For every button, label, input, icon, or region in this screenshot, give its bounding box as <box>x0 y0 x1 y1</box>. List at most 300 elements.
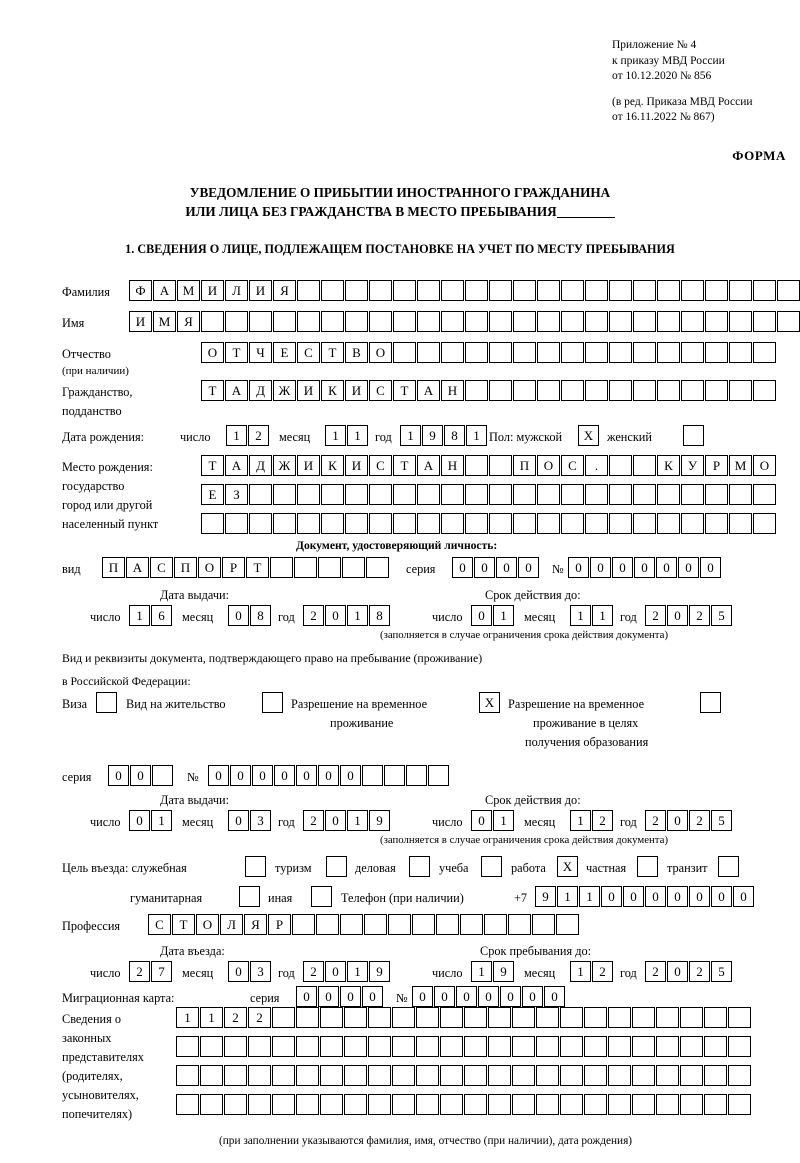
form-cell[interactable] <box>392 1065 415 1086</box>
form-cell[interactable] <box>536 1065 559 1086</box>
form-cell[interactable]: А <box>417 380 440 401</box>
form-cell[interactable]: 3 <box>250 810 271 831</box>
form-cell[interactable] <box>561 280 584 301</box>
form-cell[interactable] <box>585 484 608 505</box>
form-cell[interactable]: 1 <box>579 886 600 907</box>
form-cell[interactable]: 2 <box>689 605 710 626</box>
form-cell[interactable]: 0 <box>340 986 361 1007</box>
form-cell[interactable]: 1 <box>347 605 368 626</box>
phone-cells[interactable] <box>535 886 755 907</box>
form-cell[interactable] <box>729 380 752 401</box>
permit-issue-year-cells[interactable] <box>303 810 391 831</box>
form-cell[interactable]: 1 <box>592 605 613 626</box>
form-cell[interactable]: 0 <box>568 557 589 578</box>
form-cell[interactable]: А <box>153 280 176 301</box>
form-cell[interactable] <box>753 380 776 401</box>
form-cell[interactable] <box>321 280 344 301</box>
form-cell[interactable] <box>632 1065 655 1086</box>
form-cell[interactable] <box>488 1007 511 1028</box>
form-cell[interactable]: 0 <box>362 986 383 1007</box>
form-cell[interactable] <box>441 513 464 534</box>
form-cell[interactable] <box>728 1007 751 1028</box>
permit-valid-year-cells[interactable] <box>645 810 733 831</box>
form-cell[interactable] <box>753 513 776 534</box>
form-cell[interactable]: Т <box>393 380 416 401</box>
purpose-other-checkbox[interactable] <box>311 886 332 907</box>
form-cell[interactable] <box>393 342 416 363</box>
form-cell[interactable] <box>489 280 512 301</box>
form-cell[interactable] <box>416 1065 439 1086</box>
form-cell[interactable] <box>704 1007 727 1028</box>
form-cell[interactable] <box>513 342 536 363</box>
form-cell[interactable] <box>561 311 584 332</box>
form-cell[interactable] <box>465 513 488 534</box>
form-cell[interactable] <box>489 342 512 363</box>
form-cell[interactable] <box>585 380 608 401</box>
form-cell[interactable]: 0 <box>252 765 273 786</box>
form-cell[interactable]: И <box>129 311 152 332</box>
form-cell[interactable] <box>585 280 608 301</box>
form-cell[interactable]: 0 <box>496 557 517 578</box>
form-cell[interactable] <box>705 280 728 301</box>
form-cell[interactable]: 0 <box>667 961 688 982</box>
form-cell[interactable] <box>753 484 776 505</box>
form-cell[interactable] <box>412 914 435 935</box>
form-cell[interactable]: Я <box>177 311 200 332</box>
form-cell[interactable] <box>369 513 392 534</box>
form-cell[interactable] <box>753 280 776 301</box>
form-cell[interactable] <box>753 342 776 363</box>
form-cell[interactable] <box>608 1036 631 1057</box>
form-cell[interactable] <box>681 280 704 301</box>
form-cell[interactable] <box>537 513 560 534</box>
form-cell[interactable] <box>345 280 368 301</box>
form-cell[interactable] <box>560 1094 583 1115</box>
form-cell[interactable]: 0 <box>590 557 611 578</box>
form-cell[interactable] <box>345 513 368 534</box>
form-cell[interactable] <box>681 484 704 505</box>
form-cell[interactable] <box>561 484 584 505</box>
doc-valid-day-cells[interactable] <box>471 605 515 626</box>
purpose-humanitarian-checkbox[interactable] <box>239 886 260 907</box>
form-cell[interactable] <box>344 1007 367 1028</box>
form-cell[interactable]: 5 <box>711 605 732 626</box>
form-cell[interactable] <box>489 513 512 534</box>
form-cell[interactable] <box>384 765 405 786</box>
form-cell[interactable] <box>584 1094 607 1115</box>
form-cell[interactable]: 0 <box>412 986 433 1007</box>
form-cell[interactable] <box>417 311 440 332</box>
form-cell[interactable] <box>200 1094 223 1115</box>
form-cell[interactable]: 0 <box>208 765 229 786</box>
form-cell[interactable]: Н <box>441 380 464 401</box>
form-cell[interactable] <box>369 311 392 332</box>
form-cell[interactable]: 2 <box>689 961 710 982</box>
form-cell[interactable] <box>513 380 536 401</box>
form-cell[interactable] <box>345 484 368 505</box>
form-cell[interactable] <box>729 311 752 332</box>
form-cell[interactable] <box>392 1036 415 1057</box>
form-cell[interactable]: А <box>417 455 440 476</box>
form-cell[interactable] <box>585 513 608 534</box>
form-cell[interactable]: И <box>345 455 368 476</box>
form-cell[interactable] <box>633 380 656 401</box>
form-cell[interactable]: 0 <box>108 765 129 786</box>
form-cell[interactable] <box>729 342 752 363</box>
form-cell[interactable]: 9 <box>422 425 443 446</box>
form-cell[interactable] <box>417 484 440 505</box>
form-cell[interactable] <box>393 311 416 332</box>
form-cell[interactable] <box>368 1065 391 1086</box>
form-cell[interactable] <box>753 311 776 332</box>
form-cell[interactable] <box>729 513 752 534</box>
form-cell[interactable]: 0 <box>471 810 492 831</box>
form-cell[interactable] <box>440 1065 463 1086</box>
form-cell[interactable] <box>561 380 584 401</box>
form-cell[interactable]: Я <box>244 914 267 935</box>
form-cell[interactable] <box>681 380 704 401</box>
doc-issue-day-cells[interactable] <box>129 605 173 626</box>
form-cell[interactable]: М <box>177 280 200 301</box>
legal-rep-row-4-cells[interactable] <box>176 1094 752 1115</box>
doc-issue-month-cells[interactable] <box>228 605 272 626</box>
form-cell[interactable]: 0 <box>340 765 361 786</box>
form-cell[interactable] <box>656 1065 679 1086</box>
doc-valid-month-cells[interactable] <box>570 605 614 626</box>
form-cell[interactable] <box>513 280 536 301</box>
profession-cells[interactable] <box>148 914 580 935</box>
form-cell[interactable]: Ч <box>249 342 272 363</box>
form-cell[interactable]: 0 <box>656 557 677 578</box>
form-cell[interactable] <box>320 1094 343 1115</box>
form-cell[interactable]: 0 <box>296 765 317 786</box>
form-cell[interactable] <box>537 280 560 301</box>
form-cell[interactable] <box>366 557 389 578</box>
form-cell[interactable] <box>344 1036 367 1057</box>
form-cell[interactable]: И <box>249 280 272 301</box>
birth-place-row-1-cells[interactable] <box>201 455 777 476</box>
form-cell[interactable]: Я <box>273 280 296 301</box>
form-cell[interactable] <box>705 342 728 363</box>
form-cell[interactable]: 0 <box>700 557 721 578</box>
form-cell[interactable]: 0 <box>667 886 688 907</box>
form-cell[interactable]: 1 <box>570 810 591 831</box>
form-cell[interactable] <box>393 280 416 301</box>
form-cell[interactable]: 6 <box>151 605 172 626</box>
form-cell[interactable] <box>388 914 411 935</box>
purpose-transit-checkbox[interactable] <box>718 856 739 877</box>
form-cell[interactable]: Н <box>441 455 464 476</box>
form-cell[interactable] <box>224 1036 247 1057</box>
form-cell[interactable] <box>728 1065 751 1086</box>
form-cell[interactable] <box>406 765 427 786</box>
form-cell[interactable] <box>704 1065 727 1086</box>
form-cell[interactable] <box>537 311 560 332</box>
form-cell[interactable] <box>176 1094 199 1115</box>
form-cell[interactable] <box>368 1094 391 1115</box>
form-cell[interactable] <box>633 311 656 332</box>
residence-permit-checkbox[interactable] <box>262 692 283 713</box>
form-cell[interactable]: 0 <box>601 886 622 907</box>
form-cell[interactable] <box>465 311 488 332</box>
form-cell[interactable]: П <box>102 557 125 578</box>
form-cell[interactable]: 8 <box>369 605 390 626</box>
form-cell[interactable] <box>556 914 579 935</box>
form-cell[interactable] <box>657 280 680 301</box>
form-cell[interactable] <box>248 1094 271 1115</box>
form-cell[interactable] <box>489 455 512 476</box>
form-cell[interactable] <box>321 484 344 505</box>
form-cell[interactable] <box>656 1036 679 1057</box>
form-cell[interactable] <box>297 484 320 505</box>
form-cell[interactable]: У <box>681 455 704 476</box>
form-cell[interactable] <box>681 311 704 332</box>
form-cell[interactable] <box>416 1007 439 1028</box>
form-cell[interactable] <box>416 1094 439 1115</box>
form-cell[interactable]: С <box>369 380 392 401</box>
form-cell[interactable]: 5 <box>711 961 732 982</box>
form-cell[interactable] <box>152 765 173 786</box>
form-cell[interactable] <box>296 1065 319 1086</box>
citizenship-cells[interactable] <box>201 380 777 401</box>
form-cell[interactable]: 9 <box>535 886 556 907</box>
form-cell[interactable]: Ж <box>273 380 296 401</box>
form-cell[interactable] <box>369 484 392 505</box>
form-cell[interactable] <box>224 1094 247 1115</box>
form-cell[interactable]: 1 <box>493 810 514 831</box>
form-cell[interactable] <box>680 1036 703 1057</box>
form-cell[interactable]: 0 <box>434 986 455 1007</box>
form-cell[interactable] <box>417 280 440 301</box>
permit-issue-day-cells[interactable] <box>129 810 173 831</box>
legal-rep-row-2-cells[interactable] <box>176 1036 752 1057</box>
form-cell[interactable]: 1 <box>129 605 150 626</box>
form-cell[interactable]: 0 <box>130 765 151 786</box>
form-cell[interactable]: Д <box>249 455 272 476</box>
form-cell[interactable] <box>464 1036 487 1057</box>
form-cell[interactable]: 1 <box>347 961 368 982</box>
form-cell[interactable]: С <box>148 914 171 935</box>
form-cell[interactable] <box>224 1065 247 1086</box>
form-cell[interactable]: С <box>150 557 173 578</box>
form-cell[interactable]: 0 <box>667 605 688 626</box>
form-cell[interactable] <box>657 342 680 363</box>
form-cell[interactable] <box>488 1065 511 1086</box>
form-cell[interactable]: 0 <box>296 986 317 1007</box>
form-cell[interactable]: 2 <box>303 961 324 982</box>
form-cell[interactable]: 0 <box>129 810 150 831</box>
form-cell[interactable]: 0 <box>711 886 732 907</box>
form-cell[interactable] <box>532 914 555 935</box>
form-cell[interactable]: К <box>657 455 680 476</box>
form-cell[interactable] <box>489 311 512 332</box>
form-cell[interactable] <box>513 311 536 332</box>
form-cell[interactable]: Ф <box>129 280 152 301</box>
form-cell[interactable] <box>428 765 449 786</box>
form-cell[interactable] <box>777 311 800 332</box>
form-cell[interactable] <box>584 1007 607 1028</box>
form-cell[interactable]: 1 <box>347 425 368 446</box>
form-cell[interactable]: Л <box>225 280 248 301</box>
form-cell[interactable] <box>633 513 656 534</box>
form-cell[interactable]: 1 <box>226 425 247 446</box>
form-cell[interactable] <box>560 1065 583 1086</box>
form-cell[interactable]: 1 <box>471 961 492 982</box>
form-cell[interactable]: Т <box>393 455 416 476</box>
form-cell[interactable] <box>416 1036 439 1057</box>
form-cell[interactable]: О <box>201 342 224 363</box>
form-cell[interactable] <box>609 484 632 505</box>
form-cell[interactable]: 2 <box>224 1007 247 1028</box>
form-cell[interactable] <box>465 455 488 476</box>
birth-place-row-3-cells[interactable] <box>201 513 777 534</box>
name-cells[interactable] <box>129 311 800 332</box>
form-cell[interactable] <box>657 380 680 401</box>
form-cell[interactable] <box>200 1036 223 1057</box>
form-cell[interactable]: О <box>753 455 776 476</box>
form-cell[interactable] <box>560 1036 583 1057</box>
form-cell[interactable] <box>296 1036 319 1057</box>
form-cell[interactable]: 0 <box>318 765 339 786</box>
form-cell[interactable]: 2 <box>592 961 613 982</box>
form-cell[interactable] <box>249 311 272 332</box>
form-cell[interactable] <box>585 311 608 332</box>
form-cell[interactable] <box>344 1065 367 1086</box>
form-cell[interactable]: В <box>345 342 368 363</box>
form-cell[interactable] <box>249 513 272 534</box>
form-cell[interactable] <box>320 1065 343 1086</box>
entry-year-cells[interactable] <box>303 961 391 982</box>
form-cell[interactable]: 1 <box>200 1007 223 1028</box>
form-cell[interactable] <box>680 1094 703 1115</box>
migration-series-cells[interactable] <box>296 986 384 1007</box>
form-cell[interactable] <box>248 1036 271 1057</box>
form-cell[interactable] <box>609 311 632 332</box>
form-cell[interactable] <box>273 311 296 332</box>
form-cell[interactable]: 9 <box>369 810 390 831</box>
form-cell[interactable] <box>249 484 272 505</box>
form-cell[interactable]: И <box>297 380 320 401</box>
form-cell[interactable] <box>729 280 752 301</box>
form-cell[interactable] <box>225 311 248 332</box>
form-cell[interactable] <box>273 484 296 505</box>
form-cell[interactable]: 1 <box>400 425 421 446</box>
form-cell[interactable] <box>393 513 416 534</box>
form-cell[interactable]: 2 <box>645 605 666 626</box>
form-cell[interactable]: 0 <box>318 986 339 1007</box>
form-cell[interactable]: 0 <box>500 986 521 1007</box>
form-cell[interactable]: 0 <box>478 986 499 1007</box>
form-cell[interactable]: 0 <box>456 986 477 1007</box>
form-cell[interactable] <box>393 484 416 505</box>
form-cell[interactable] <box>632 1094 655 1115</box>
form-cell[interactable]: П <box>513 455 536 476</box>
form-cell[interactable] <box>537 342 560 363</box>
form-cell[interactable] <box>225 513 248 534</box>
form-cell[interactable] <box>201 311 224 332</box>
form-cell[interactable] <box>272 1007 295 1028</box>
form-cell[interactable] <box>316 914 339 935</box>
form-cell[interactable] <box>705 380 728 401</box>
form-cell[interactable]: 2 <box>248 425 269 446</box>
form-cell[interactable] <box>297 513 320 534</box>
form-cell[interactable] <box>465 342 488 363</box>
legal-rep-row-3-cells[interactable] <box>176 1065 752 1086</box>
form-cell[interactable]: 2 <box>129 961 150 982</box>
permit-issue-month-cells[interactable] <box>228 810 272 831</box>
form-cell[interactable] <box>633 484 656 505</box>
form-cell[interactable] <box>512 1094 535 1115</box>
form-cell[interactable] <box>417 513 440 534</box>
form-cell[interactable]: З <box>225 484 248 505</box>
form-cell[interactable] <box>465 280 488 301</box>
form-cell[interactable] <box>536 1094 559 1115</box>
entry-day-cells[interactable] <box>129 961 173 982</box>
form-cell[interactable] <box>440 1094 463 1115</box>
form-cell[interactable] <box>464 1065 487 1086</box>
form-cell[interactable] <box>728 1036 751 1057</box>
form-cell[interactable]: 0 <box>325 810 346 831</box>
form-cell[interactable] <box>729 484 752 505</box>
form-cell[interactable] <box>680 1065 703 1086</box>
form-cell[interactable] <box>368 1036 391 1057</box>
form-cell[interactable]: Р <box>705 455 728 476</box>
doc-number-cells[interactable] <box>568 557 722 578</box>
form-cell[interactable]: К <box>321 455 344 476</box>
form-cell[interactable]: 0 <box>645 886 666 907</box>
form-cell[interactable] <box>441 484 464 505</box>
form-cell[interactable] <box>465 484 488 505</box>
birth-month-cells[interactable] <box>325 425 369 446</box>
form-cell[interactable]: 0 <box>689 886 710 907</box>
form-cell[interactable]: М <box>729 455 752 476</box>
form-cell[interactable]: 1 <box>151 810 172 831</box>
form-cell[interactable]: 1 <box>570 605 591 626</box>
form-cell[interactable] <box>176 1065 199 1086</box>
form-cell[interactable] <box>512 1065 535 1086</box>
form-cell[interactable] <box>272 1065 295 1086</box>
form-cell[interactable] <box>392 1094 415 1115</box>
purpose-tourism-checkbox[interactable] <box>326 856 347 877</box>
form-cell[interactable]: С <box>297 342 320 363</box>
form-cell[interactable] <box>608 1065 631 1086</box>
sex-male-checkbox[interactable]: X <box>578 425 599 446</box>
form-cell[interactable]: 0 <box>612 557 633 578</box>
form-cell[interactable] <box>417 342 440 363</box>
form-cell[interactable]: 7 <box>151 961 172 982</box>
form-cell[interactable]: 1 <box>557 886 578 907</box>
visa-checkbox[interactable] <box>96 692 117 713</box>
form-cell[interactable] <box>633 342 656 363</box>
form-cell[interactable]: Т <box>201 380 224 401</box>
permit-series-cells[interactable] <box>108 765 174 786</box>
form-cell[interactable] <box>609 280 632 301</box>
form-cell[interactable] <box>512 1007 535 1028</box>
form-cell[interactable] <box>681 342 704 363</box>
form-cell[interactable]: И <box>297 455 320 476</box>
form-cell[interactable]: 2 <box>645 810 666 831</box>
form-cell[interactable] <box>270 557 293 578</box>
form-cell[interactable]: Т <box>201 455 224 476</box>
form-cell[interactable] <box>441 342 464 363</box>
form-cell[interactable]: 0 <box>325 961 346 982</box>
form-cell[interactable] <box>460 914 483 935</box>
form-cell[interactable] <box>561 342 584 363</box>
form-cell[interactable]: 0 <box>474 557 495 578</box>
form-cell[interactable]: 8 <box>250 605 271 626</box>
form-cell[interactable] <box>656 1094 679 1115</box>
form-cell[interactable]: 2 <box>645 961 666 982</box>
